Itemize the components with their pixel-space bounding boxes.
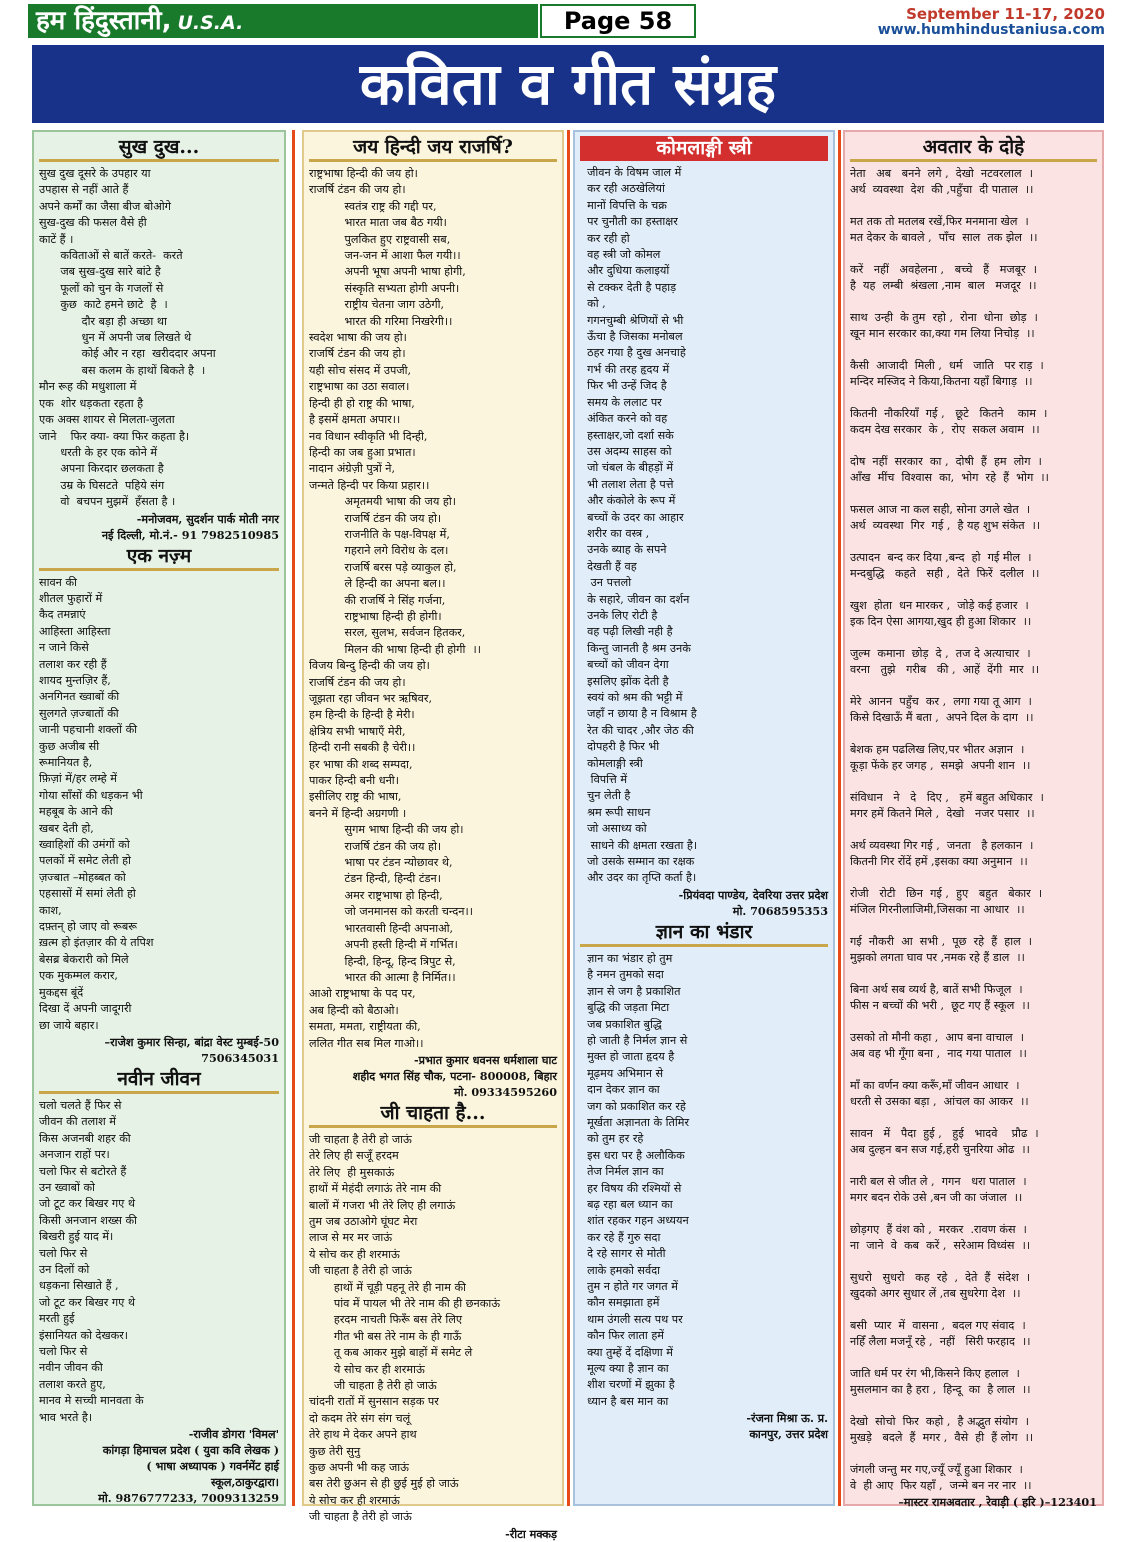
column-divider xyxy=(567,130,570,1506)
poem-body: जीवन के विषम जाल में कर रही अठखेलियां मानों विपत्ति के चक्र पर चुनौती का हस्ताक्षर कर रही हो वह स्त्री जो कोमल और दुधिया कलाइयों से टक्कर देती है पहाड़ को , गगनचुम्बी श्रेणियों से भी ऊँचा है जिसका मनोबल ठहर गया है दुख अनचाहे गर्भ की तरह हृदय में फिर भी उन्हें जिद है समय के ललाट पर अंकित करने को वह हस्ताक्षर,जो दर्शा सके उस अदम्य साहस को जो चंबल के बीहड़ों में भी तलाश लेता है पत्ते और कंकोले के रूप में बच्चों के उदर का आहार शरीर का वस्त्र , उनके ब्याह के सपने देखती हैं वह उन पत्तलो के सहारे, जीवन का दर्शन उनके लिए रोटी है वह पढ़ी लिखी नही है किन्तु जानती है श्रम उनके बच्चों को जीवन देगा इसलिए झोंक देती है स्वयं को श्रम की भट्टी में जहाँ न छाया है न विश्राम है रेत की चादर ,और जेठ की दोपहरी है फिर भी कोमलाङ्गी स्त्री विपत्ति में चुन लेती है श्रम रूपी साधन जो असाध्य को साधने की क्षमता रखता है। जो उसके सम्मान का रक्षक और उदर का तृप्ति कर्ता है। xyxy=(587,166,698,885)
brand-name: हम हिंदुस्तानी, xyxy=(36,6,172,36)
poem-body: जी चाहता है तेरी हो जाऊं तेरे लिए ही सजूँ हरदम तेरे लिए ही मुसकाऊं हाथों में मेहंदी लगाऊं तेरे नाम की बालों में गजरा भी तेरे लिए ही लगाऊं तुम जब उठाओगे घूंघट मेरा लाज से मर मर जाऊं ये सोच कर ही शरमाऊं जी चाहता है तेरी हो जाऊं हाथों में चूड़ी पहनू तेरे ही नाम की पांव में पायल भी तेरे नाम की ही छनकाऊं हरदम नाचती फिरूँ बस तेरे लिए गीत भी बस तेरे नाम के ही गाऊँ तू कब आकर मुझे बाहों में समेट ले ये सोच कर ही शरमाऊं जी चाहता है तेरी हो जाऊं चांदनी रातों में सुनसान सड़क पर दो कदम तेरे संग संग चलूं तेरे हाथ मे देकर अपने हाथ कुछ तेरी सुनु कुछ अपनी भी कह जाऊं बस तेरी छुअन से ही छुई मुई हो जाऊं ये सोच कर ही शरमाऊं जी चाहता है तेरी हो जाऊं xyxy=(309,1132,500,1524)
newspaper-logo xyxy=(28,4,538,38)
poem-author: -प्रभात कुमार धवनस धर्मशाला घाट शहीद भगत सिंह चौक, पटना- 800008, बिहार मो. 09334595260 xyxy=(352,1052,557,1099)
poem-title: नवीन जीवन xyxy=(39,1068,279,1094)
poem-author: -रीटा मक्कड़ xyxy=(505,1526,557,1541)
poem-author: -प्रियंवदा पाण्डेय, देवरिया उत्तर प्रदेश मो. 7068595353 xyxy=(678,887,828,918)
poem-body: सुख दुख दूसरे के उपहार या उपहास से नहीं आते हैं अपने कर्मों का जैसा बीज बोओगे सुख-दुख की फसल वैसे ही काटें हैं । कविताओं से बातें करते- करते जब सुख-दुख सारे बांटे है फूलों को चुन के गजलों से कुछ काटे हमने छाटे है । दौर बड़ा ही अच्छा था धुन में अपनी जब लिखते थे कोई और न रहा खरीददार अपना बस कलम के हाथों बिकते है । मौन रूह की मधुशाला में एक शोर धड़कता रहता है एक अक्स शायर से मिलता-जुलता जाने फिर क्या- क्या फिर कहता है। धरती के हर एक कोने में अपना किरदार छलकता है उम्र के घिसटते पहिये संग वो बचपन मुझमें हँसता है । xyxy=(39,167,216,509)
page-number: Page 58 xyxy=(540,4,696,38)
poem-title: ज्ञान का भंडार xyxy=(580,921,828,947)
section-banner: कविता व गीत संग्रह xyxy=(32,45,1104,123)
poem-author: -मनोजवम, सुदर्शन पार्क मोती नगर नई दिल्ली, मो.नं.- 91 7982510985 xyxy=(101,511,279,542)
column-3 xyxy=(573,130,835,1506)
column-divider xyxy=(838,130,841,1506)
poem-title: कोमलाङ्गी स्त्री xyxy=(580,136,828,161)
brand-country: U.S.A. xyxy=(177,12,244,34)
website-link[interactable]: www.humhindustaniusa.com xyxy=(877,22,1105,38)
poem-author: -रंजना मिश्रा ऊ. प्र. कानपुर, उत्तर प्रदेश xyxy=(746,1411,828,1442)
masthead xyxy=(0,0,1135,44)
poem-body: सावन की शीतल फुहारों में कैद तमन्नाएं आहिस्ता आहिस्ता न जाने किसे तलाश कर रही हैं शायद मुन्तज़िर हैं, अनगिनत ख्वाबों की सुलगते ज़ज्बातों की जानी पहचानी शक्लों की कुछ अजीब सी रूमानियत है, फ़िज़ां में/हर लम्हे में गोया साँसों की धड़कन भी महबूब के आने की खबर देती हो, ख्वाहिशों की उमंगों को पलकों में समेट लेती हो ज़ज्बात –मोहब्बत को एहसासों में समां लेती हो काश, दफ़्तन् हो जाए वो रूबरू ख़त्म हो इंतज़ार की ये तपिश बेसब्र बेकरारी को मिले एक मुकम्मल करार, मुकद्दस बूंदें दिखा दें अपनी जादूगरी छा जाये बहार। xyxy=(39,575,154,1032)
poem-title: जय हिन्दी जय राजर्षि? xyxy=(309,136,557,162)
column-2 xyxy=(302,130,564,1541)
poem-body: नेता अब बनने लगे , देखो नटवरलाल । अर्थ व्यवस्था देश की ,पहुँचा दी पाताल ।। मत तक तो मतलब रखें,फिर मनमाना खेल । मत देकर के बावले , पाँच साल तक झेल ।। करें नहीं अवहेलना , बच्चे हैं मजबूर । है यह लम्बी श्रंखला ,नाम बाल मजदूर ।। साथ उन्ही के तुम रहो , रोना धोना छोड़ । खून मान सरकार का,क्या गम लिया निचोड़ ।। कैसी आजादी मिली , धर्म जाति पर राड़ । मन्दिर मस्जिद ने किया,कितना यहाँ बिगाड़ ।। कितनी नौकरियाँ गई , छूटे कितने काम । कदम देख सरकार के , रोए सकल अवाम ।। दोष नहीं सरकार का , दोषी हैं हम लोग । आँख मींच विश्वास का, भोग रहे हैं भोग ।। फसल आज ना कल सही, सोना उगले खेत । अर्थ व्यवस्था गिर गई , है यह शुभ संकेत ।। उत्पादन बन्द कर दिया ,बन्द हो गई मील । मन्दबुद्धि कहते सही , देते फिरें दलील ।। खुश होता धन मारकर , जोड़े कई हजार । इक दिन ऐसा आगया,खुद ही हुआ शिकार ।। जुल्म कमाना छोड़ दे , तज दे अत्याचार । वरना तुझे गरीब की , आहें देंगी मार ।। मेरे आनन पहुँच कर , लगा गया तू आग । किसे दिखाऊँ मैं बता , अपने दिल के दाग ।। बेशक हम पढलिख लिए,पर भीतर अज्ञान । कूड़ा फेंके हर जगह , समझे अपनी शान ।। संविधान ने दे दिए , हमें बहुत अधिकार । मगर हमें कितने मिले , देखो नजर पसार ।। अर्थ व्यवस्था गिर गई , जनता है हलकान । कितनी गिर रोंदें हमें ,इसका क्या अनुमान ।। रोजी रोटी छिन गई , हुए बहुत बेकार । मंजिल गिरनीलाजिमी,जिसका ना आधार ।। गई नौकरी आ सभी , पूछ रहे हैं हाल । मुझको लगता घाव पर ,नमक रहे हैं डाल ।। बिना अर्थ सब व्यर्थ है, बातें सभी फिजूल । फीस न बच्चों की भरी , छूट गए हैं स्कूल ।। उसको तो मौनी कहा , आप बना वाचाल । अब वह भी गूँगा बना , नाद गया पाताल ।। माँ का वर्णन क्या करूँ,माँ जीवन आधार । धरती से उसका बड़ा , आंचल का आकर ।। सावन में पैदा हुई , हुई भादवे प्रौढ । अब दुल्हन बन सज गई,हरी चुनरिया ओढ ।। नारी बल से जीत ले , गगन धरा पाताल । मगर बदन रोके उसे ,बन जी का जंजाल ।। छोड़गए हैं वंश को , मरकर .रावण कंस । ना जाने वे कब करें , सरेआम विध्वंस ।। सुधरो सुधरो कह रहे , देते हैं संदेश । खुदको अगर सुधार लें ,तब सुधरेगा देश ।। बसी प्यार में वासना , बदल गए संवाद । नहिँ लैला मजनूँ रहे , नहीं सिरी फरहाद ।। जाति धर्म पर रंग भी,किसने किए हलाल । मुसलमान का है हरा , हिन्दू का है लाल ।। देखो सोचो फिर कहो , है अद्भुत संयोग । मुखड़े बदले हैं मगर , वैसे ही हैं लोग ।। जंगली जन्तु मर गए,ज्यूँ ज्यूँ हुआ शिकार । वे ही आए फिर यहाँ , जन्मे बन नर नार ।। xyxy=(850,167,1049,1492)
poem-author: –मास्टर रामअवतार , रेवाड़ी ( हरि )–123401 xyxy=(898,1495,1097,1509)
poem-title: अवतार के दोहे xyxy=(850,136,1097,162)
column-4 xyxy=(843,130,1104,1509)
poem-title: एक नज़्म xyxy=(39,545,279,571)
poem-author: –राजेश कुमार सिन्हा, बांद्रा वेस्ट मुम्बई-50 7506345031 xyxy=(104,1034,279,1065)
poem-body: चलो चलते हैं फिर से जीवन की तलाश में किस अजनबी शहर की अनजान राहों पर। चलो फिर से बटोरते हैं उन ख्वाबों को जो टूट कर बिखर गए थे किसी अनजान शख्स की बिखरी हुई याद में। चलो फिर से उन दिलों को धड़कना सिखाते हैं , जो टूट कर बिखर गए थे मरती हुई इंसानियत को देखकर। चलो फिर से नवीन जीवन की तलाश करते हुए, मानव मे सच्ची मानवता के भाव भरते है। xyxy=(39,1098,144,1424)
poem-author: -राजीव डोगरा 'विमल' कांगड़ा हिमाचल प्रदेश ( युवा कवि लेखक ) ( भाषा अध्यापक ) गवर्नमेंट हाई स्कूल,ठाकुरद्वारा। मो. 9876777233, 7009313259 xyxy=(98,1427,279,1506)
issue-date: September 11-17, 2020 xyxy=(906,5,1105,23)
poem-body: ज्ञान का भंडार हो तुम है नमन तुमको सदा ज्ञान से जग है प्रकाशित बुद्धि की जड़ता मिटा जब प्रकाशित बुद्धि हो जाती है निर्मल ज्ञान से मुक्त हो जाता हृदय है मूढ़मय अभिमान से दान देकर ज्ञान का जग को प्रकाशित कर रहे मूर्खता अज्ञानता के तिमिर को तुम हर रहे इस धरा पर है अलौकिक तेज निर्मल ज्ञान का हर विषय की रश्मियों से बढ़ रहा बल ध्यान का शांत रहकर गहन अध्ययन कर रहे हैं गुरु सदा दे रहे सागर से मोती लाके हमको सर्वदा तुम न होते गर जगत में कौन समझाता हमें थाम उंगली सत्य पथ पर कौन फिर लाता हमें क्या तुम्हें दें दक्षिणा में मूल्य क्या है ज्ञान का शीश चरणों में झुका है ध्यान है बस मान का xyxy=(587,951,690,1408)
poem-title: जी चाहता है... xyxy=(309,1102,557,1128)
poem-title: सुख दुख... xyxy=(39,136,279,162)
column-divider xyxy=(292,130,295,1506)
poem-body: राष्ट्रभाषा हिन्दी की जय हो। राजर्षि टंडन की जय हो। स्वतंत्र राष्ट्र की गद्दी पर, भारत माता जब बैठ गयी। पुलकित हुए राष्ट्रवासी सब, जन-जन में आशा फैल गयी।। अपनी भूषा अपनी भाषा होगी, संस्कृति सभ्यता होगी अपनी। राष्ट्रीय चेतना जाग उठेगी, भारत की गरिमा निखरेगी।। स्वदेश भाषा की जय हो। राजर्षि टंडन की जय हो। यही सोच संसद में उपजी, राष्ट्रभाषा का उठा सवाल। हिन्दी ही हो राष्ट्र की भाषा, है इसमें क्षमता अपार।। नव विधान स्वीकृति भी दिन्ही, हिन्दी का जब हुआ प्रभात। नादान अंग्रेज़ी पुत्रों ने, जन्मते हिन्दी पर किया प्रहार।। अमृतमयी भाषा की जय हो। राजर्षि टंडन की जय हो। राजनीति के पक्ष-विपक्ष में, गहराने लगे विरोध के दल। राजर्षि बरस पड़े व्याकुल हो, ले हिन्दी का अपना बल।। की राजर्षि ने सिंह गर्जना, राष्ट्रभाषा हिन्दी ही होगी। सरल, सुलभ, सर्वजन हितकर, मिलन की भाषा हिन्दी ही होगी ।। विजय बिन्दु हिन्दी की जय हो। राजर्षि टंडन की जय हो। जूझता रहा जीवन भर ऋषिवर, हम हिन्दी के हिन्दी है मेरी। क्षेत्रिय सभी भाषाएँ मेरी, हिन्दी रानी सबकी है चेरी।। हर भाषा की शब्द सम्पदा, पाकर हिन्दी बनी धनी। इसीलिए राष्ट्र की भाषा, बनने में हिन्दी अग्रगणी । सुगम भाषा हिन्दी की जय हो। राजर्षि टंडन की जय हो। भाषा पर टंडन न्योछावर थे, टंडन हिन्दी, हिन्दी टंडन। अमर राष्ट्रभाषा हो हिन्दी, जो जनमानस को करती चन्दन।। भारतवासी हिन्दी अपनाओ, अपनी हस्ती हिन्दी में गर्भित। हिन्दी, हिन्दू, हिन्द त्रिपुट से, भारत की आत्मा है निर्मित।। आओ राष्ट्रभाषा के पद पर, अब हिन्दी को बैठाओ। समता, ममता, राष्ट्रीयता की, ललित गीत सब मिल गाओ।। xyxy=(309,167,481,1050)
column-1 xyxy=(32,130,286,1506)
issue-info xyxy=(878,6,1105,38)
